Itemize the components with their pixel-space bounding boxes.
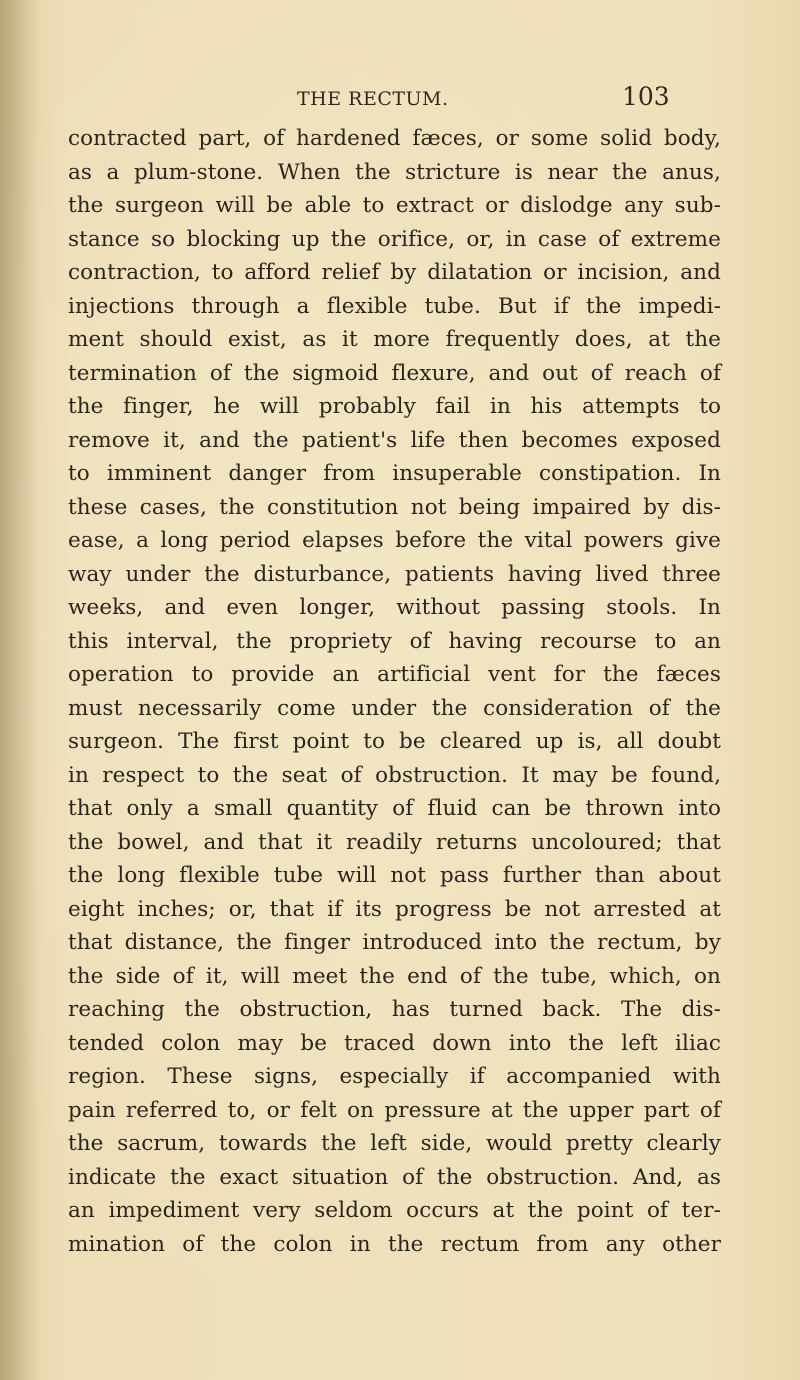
- text-line: as a plum-stone. When the stricture is near the anus,: [68, 159, 721, 185]
- text-line: the surgeon will be able to extract or dislodge any sub-: [68, 193, 721, 218]
- text-line: these cases, the constitution not being impaired by dis-: [68, 494, 721, 520]
- text-line: injections through a flexible tube. But if the impedi-: [68, 293, 721, 319]
- text-line: pain referred to, or felt on pressure at the upper part of: [68, 1097, 721, 1123]
- text-line: way under the disturbance, patients having lived three: [68, 561, 721, 587]
- text-line: ease, a long period elapses before the vital powers give: [68, 528, 721, 553]
- running-title: THE RECTUM.: [297, 88, 449, 110]
- binding-shadow: [0, 0, 40, 1380]
- text-line: remove it, and the patient's life then becomes exposed: [68, 427, 721, 453]
- text-line: the long flexible tube will not pass further than about: [68, 863, 721, 888]
- text-line: mination of the colon in the rectum from any other: [68, 1231, 721, 1257]
- text-line: reaching the obstruction, has turned back. The dis-: [68, 997, 721, 1022]
- text-line: region. These signs, especially if accompanied with: [68, 1064, 721, 1089]
- text-line: to imminent danger from insuperable constipation. In: [68, 461, 721, 486]
- text-line: must necessarily come under the consideration of the: [68, 695, 721, 721]
- text-line: tended colon may be traced down into the left iliac: [68, 1030, 721, 1056]
- text-line: operation to provide an artificial vent for the fæces: [68, 662, 721, 687]
- text-line: the sacrum, towards the left side, would pretty clearly: [68, 1131, 721, 1156]
- text-line: the bowel, and that it readily returns uncoloured; that: [68, 829, 721, 855]
- text-line: eight inches; or, that if its progress be not arrested at: [68, 896, 721, 922]
- text-line: in respect to the seat of obstruction. It may be found,: [68, 762, 721, 788]
- text-line: surgeon. The first point to be cleared up is, all doubt: [68, 729, 721, 754]
- text-line: ment should exist, as it more frequently does, at the: [68, 327, 721, 352]
- text-line: the side of it, will meet the end of the tube, which, on: [68, 963, 721, 989]
- running-header: [0, 82, 800, 118]
- body-text: [68, 122, 721, 1261]
- text-line: indicate the exact situation of the obstruction. And, as: [68, 1164, 721, 1190]
- text-line: contracted part, of hardened fæces, or some solid body,: [68, 126, 721, 151]
- text-line: the finger, he will probably fail in his attempts to: [68, 394, 721, 419]
- text-line: that only a small quantity of fluid can be thrown into: [68, 796, 721, 821]
- text-line: stance so blocking up the orifice, or, in case of extreme: [68, 226, 721, 252]
- text-line: contraction, to afford relief by dilatation or incision, and: [68, 260, 721, 285]
- text-line: an impediment very seldom occurs at the point of ter-: [68, 1198, 721, 1223]
- text-line: this interval, the propriety of having recourse to an: [68, 628, 721, 654]
- text-line: that distance, the finger introduced into the rectum, by: [68, 930, 721, 955]
- page-number: 103: [622, 82, 670, 111]
- text-line: termination of the sigmoid flexure, and out of reach of: [68, 360, 721, 386]
- text-line: weeks, and even longer, without passing stools. In: [68, 595, 721, 620]
